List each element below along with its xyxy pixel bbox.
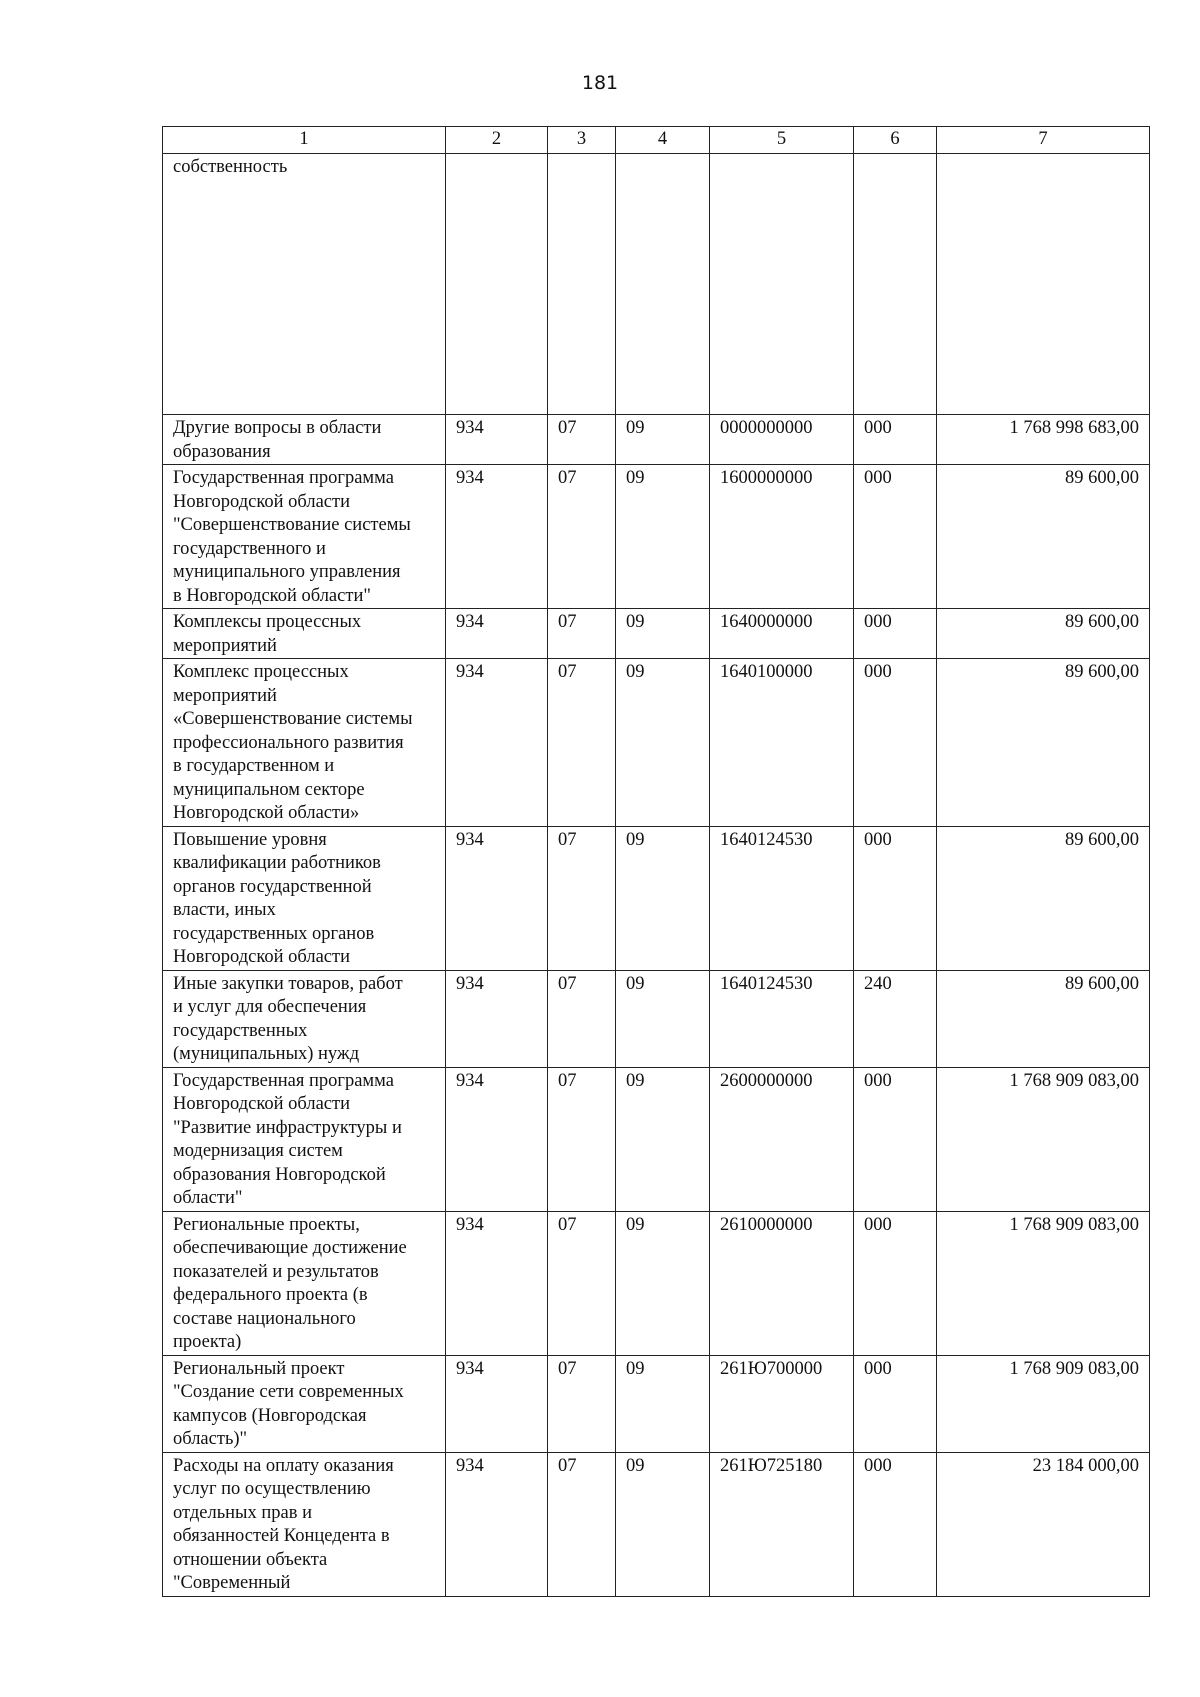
table-row [163,1211,1150,1355]
row-name-cell: Государственная программа Новгородской области "Развитие инфраструктуры и модернизация систем образования Новгородской области" [163,1067,446,1211]
table-row [163,415,1150,465]
section-code-cell: 07 [548,465,616,609]
column-header: 3 [548,127,616,154]
target-article-cell: 2610000000 [710,1211,854,1355]
admin-code-cell: 934 [446,1355,548,1452]
budget-table [162,126,1150,1597]
subsection-code-cell: 09 [616,465,710,609]
subsection-code-cell: 09 [616,415,710,465]
table-row [163,465,1150,609]
target-article-cell: 1640124530 [710,826,854,970]
amount-cell: 89 600,00 [937,659,1150,827]
table-row [163,1067,1150,1211]
column-header: 7 [937,127,1150,154]
row-name-cell: собственность [163,154,446,415]
expense-type-cell: 000 [854,1211,937,1355]
admin-code-cell: 934 [446,415,548,465]
amount-cell: 1 768 998 683,00 [937,415,1150,465]
target-article-cell: 1640124530 [710,970,854,1067]
amount-cell [937,154,1150,415]
row-name-cell: Региональный проект "Создание сети современных кампусов (Новгородская область)" [163,1355,446,1452]
section-code-cell: 07 [548,826,616,970]
expense-type-cell: 000 [854,609,937,659]
row-name-cell: Региональные проекты, обеспечивающие достижение показателей и результатов федерального проекта (в составе национального проекта) [163,1211,446,1355]
expense-type-cell: 240 [854,970,937,1067]
subsection-code-cell: 09 [616,970,710,1067]
section-code-cell: 07 [548,659,616,827]
admin-code-cell: 934 [446,1067,548,1211]
expense-type-cell: 000 [854,1355,937,1452]
section-code-cell: 07 [548,1452,616,1596]
table-header-row [163,127,1150,154]
expense-type-cell: 000 [854,1452,937,1596]
section-code-cell [548,154,616,415]
row-name-cell: Комплексы процессных мероприятий [163,609,446,659]
table-row [163,1355,1150,1452]
subsection-code-cell: 09 [616,1211,710,1355]
row-name-cell: Повышение уровня квалификации работников органов государственной власти, иных государственных органов Новгородской области [163,826,446,970]
amount-cell: 89 600,00 [937,826,1150,970]
table-row [163,970,1150,1067]
table-row [163,154,1150,415]
section-code-cell: 07 [548,415,616,465]
admin-code-cell: 934 [446,609,548,659]
expense-type-cell: 000 [854,1067,937,1211]
page-number: 181 [581,72,619,94]
subsection-code-cell: 09 [616,609,710,659]
subsection-code-cell: 09 [616,1067,710,1211]
section-code-cell: 07 [548,1211,616,1355]
table-row [163,826,1150,970]
subsection-code-cell: 09 [616,659,710,827]
table-row [163,609,1150,659]
target-article-cell: 0000000000 [710,415,854,465]
row-name-cell: Иные закупки товаров, работ и услуг для обеспечения государственных (муниципальных) нужд [163,970,446,1067]
section-code-cell: 07 [548,609,616,659]
amount-cell: 1 768 909 083,00 [937,1355,1150,1452]
target-article-cell: 1640000000 [710,609,854,659]
amount-cell: 1 768 909 083,00 [937,1211,1150,1355]
row-name-cell: Расходы на оплату оказания услуг по осуществлению отдельных прав и обязанностей Концедента в отношении объекта "Современный [163,1452,446,1596]
expense-type-cell: 000 [854,465,937,609]
amount-cell: 89 600,00 [937,465,1150,609]
target-article-cell: 1600000000 [710,465,854,609]
amount-cell: 89 600,00 [937,970,1150,1067]
admin-code-cell: 934 [446,970,548,1067]
target-article-cell [710,154,854,415]
subsection-code-cell: 09 [616,1355,710,1452]
table-row [163,659,1150,827]
table-body [163,154,1150,1597]
subsection-code-cell [616,154,710,415]
amount-cell: 89 600,00 [937,609,1150,659]
target-article-cell: 1640100000 [710,659,854,827]
amount-cell: 1 768 909 083,00 [937,1067,1150,1211]
admin-code-cell: 934 [446,826,548,970]
target-article-cell: 2600000000 [710,1067,854,1211]
section-code-cell: 07 [548,1355,616,1452]
admin-code-cell: 934 [446,1211,548,1355]
target-article-cell: 261Ю725180 [710,1452,854,1596]
amount-cell: 23 184 000,00 [937,1452,1150,1596]
admin-code-cell: 934 [446,1452,548,1596]
admin-code-cell: 934 [446,465,548,609]
column-header: 5 [710,127,854,154]
subsection-code-cell: 09 [616,826,710,970]
column-header: 2 [446,127,548,154]
subsection-code-cell: 09 [616,1452,710,1596]
expense-type-cell: 000 [854,659,937,827]
column-header: 1 [163,127,446,154]
table-row [163,1452,1150,1596]
row-name-cell: Государственная программа Новгородской области "Совершенствование системы государственного и муниципального управления в Новгородской области" [163,465,446,609]
target-article-cell: 261Ю700000 [710,1355,854,1452]
row-name-cell: Другие вопросы в области образования [163,415,446,465]
section-code-cell: 07 [548,970,616,1067]
admin-code-cell: 934 [446,659,548,827]
expense-type-cell: 000 [854,826,937,970]
column-header: 6 [854,127,937,154]
row-name-cell: Комплекс процессных мероприятий «Совершенствование системы профессионального развития в государственном и муниципальном секторе Новгородской области» [163,659,446,827]
section-code-cell: 07 [548,1067,616,1211]
column-header: 4 [616,127,710,154]
expense-type-cell: 000 [854,415,937,465]
expense-type-cell [854,154,937,415]
admin-code-cell [446,154,548,415]
